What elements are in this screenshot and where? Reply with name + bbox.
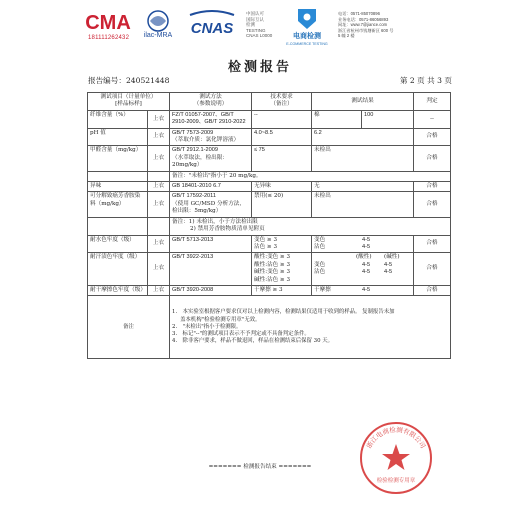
table-row: 纤维含量（%） 上衣 FZ/T 01057-2007、GB/T 2910-2009、GB/T 2910-2022 -- 棉 100 -- [88, 110, 451, 128]
report-title: 检测报告 [227, 60, 292, 75]
report-end-line: ======= 检测报告结束 ======= [208, 464, 312, 470]
cma-label: CMA [85, 12, 131, 34]
cnas-logo [184, 9, 240, 41]
table-row: 甲醛含量（mg/kg） 上衣 GB/T 2912.1-2009 （水萃取法，检出限：20mg/kg） ≤ 75 未检出 合格 [88, 146, 451, 171]
contact-info: 电话：0571-85070896 业务电话：0571-86056893 网址：www.7@jiance.com 浙江省杭州市钱塘新区 600 号 5 幢 2 楼 [338, 11, 394, 39]
stamp-outer-text: 浙江电商检测有限公司 [364, 425, 428, 450]
stamp-inner-text: 检验检测专用章 [376, 478, 416, 484]
ilac-mra-logo [138, 9, 178, 39]
notes-row: 备注 1. 本实验室根据客户要求仅对以上检测内容，检测结果仅适用于收到的样品。 复制报告未加 盖本机构"检验检测专用章"无效。 2. "未检出"指小于检测限。 3. 标记"--"的测试项目表示不予判定或不具备判定条件。 4. 除非客户要求，样品不做退回，样品在检测结束后保留 30 天。 [88, 296, 451, 359]
star-icon [382, 444, 410, 470]
cnas-label: CNAS [190, 20, 234, 37]
table-note-row: 备注："未检出"指小于 20 mg/kg。 [88, 171, 451, 181]
cnas-accreditation-text: 中国认可 国际互认 检测 TESTING CNAS L0000 [246, 11, 273, 38]
cma-number: 181111262432 [88, 35, 130, 41]
ec-name: 电商检测 [293, 32, 321, 40]
page-info: 第 2 页 共 3 页 [399, 76, 452, 85]
ec-testing-logo [284, 7, 330, 47]
report-number: 报告编号：240521448 [88, 76, 170, 85]
table-row: 耐水色牢度（级） 上衣 GB/T 5713-2013 变色 ≥ 3 沾色 ≥ 3 变色 4-5 沾色 4-5 合格 [88, 235, 451, 253]
table-row: 异味 上衣 GB 18401-2010 6.7 无异味 无 合格 [88, 182, 451, 192]
ec-sub: E-COMMERCE TESTING [286, 42, 328, 46]
header-logos [85, 5, 428, 51]
ilac-label: ilac-MRA [143, 32, 173, 39]
table-row: 耐干摩擦色牢度（级） 上衣 GB/T 3920-2008 干摩擦 ≥ 3 干摩擦 4-5 合格 [88, 285, 451, 295]
results-table [87, 92, 451, 359]
table-note-row: 备注：1) 未检出，小于方法检出限 2) 禁用芳香胺物质清单见附页 [88, 217, 451, 235]
table-header-row: 测试项目（计量单位） [样品标样] 测试方法 （参数说明） 技术要求 （备注） 测试结果 判定 [88, 93, 451, 111]
official-seal-stamp [358, 420, 434, 496]
table-row: 耐汗渍色牢度（级） 上衣 GB/T 3922-2013 酸性:变色 ≥ 3 酸性:沾色 ≥ 3 碱性:变色 ≥ 3 碱性:沾色 ≥ 3 (酸性) (碱性) 变色 4-5 4-5 沾色 4-5 4-5 合格 [88, 253, 451, 286]
table-row: 可分解致癌芳香胺染料（mg/kg） 上衣 GB/T 17592-2011 （使用 GC/MSD 分析方法，检出限：5mg/kg） 禁用(≤ 20) 未检出 合格 [88, 192, 451, 217]
table-row: pH 值 上衣 GB/T 7573-2009 （萃取介质：氯化钾溶液） 4.0~8.5 6.2 合格 [88, 128, 451, 146]
cma-logo [85, 9, 131, 34]
